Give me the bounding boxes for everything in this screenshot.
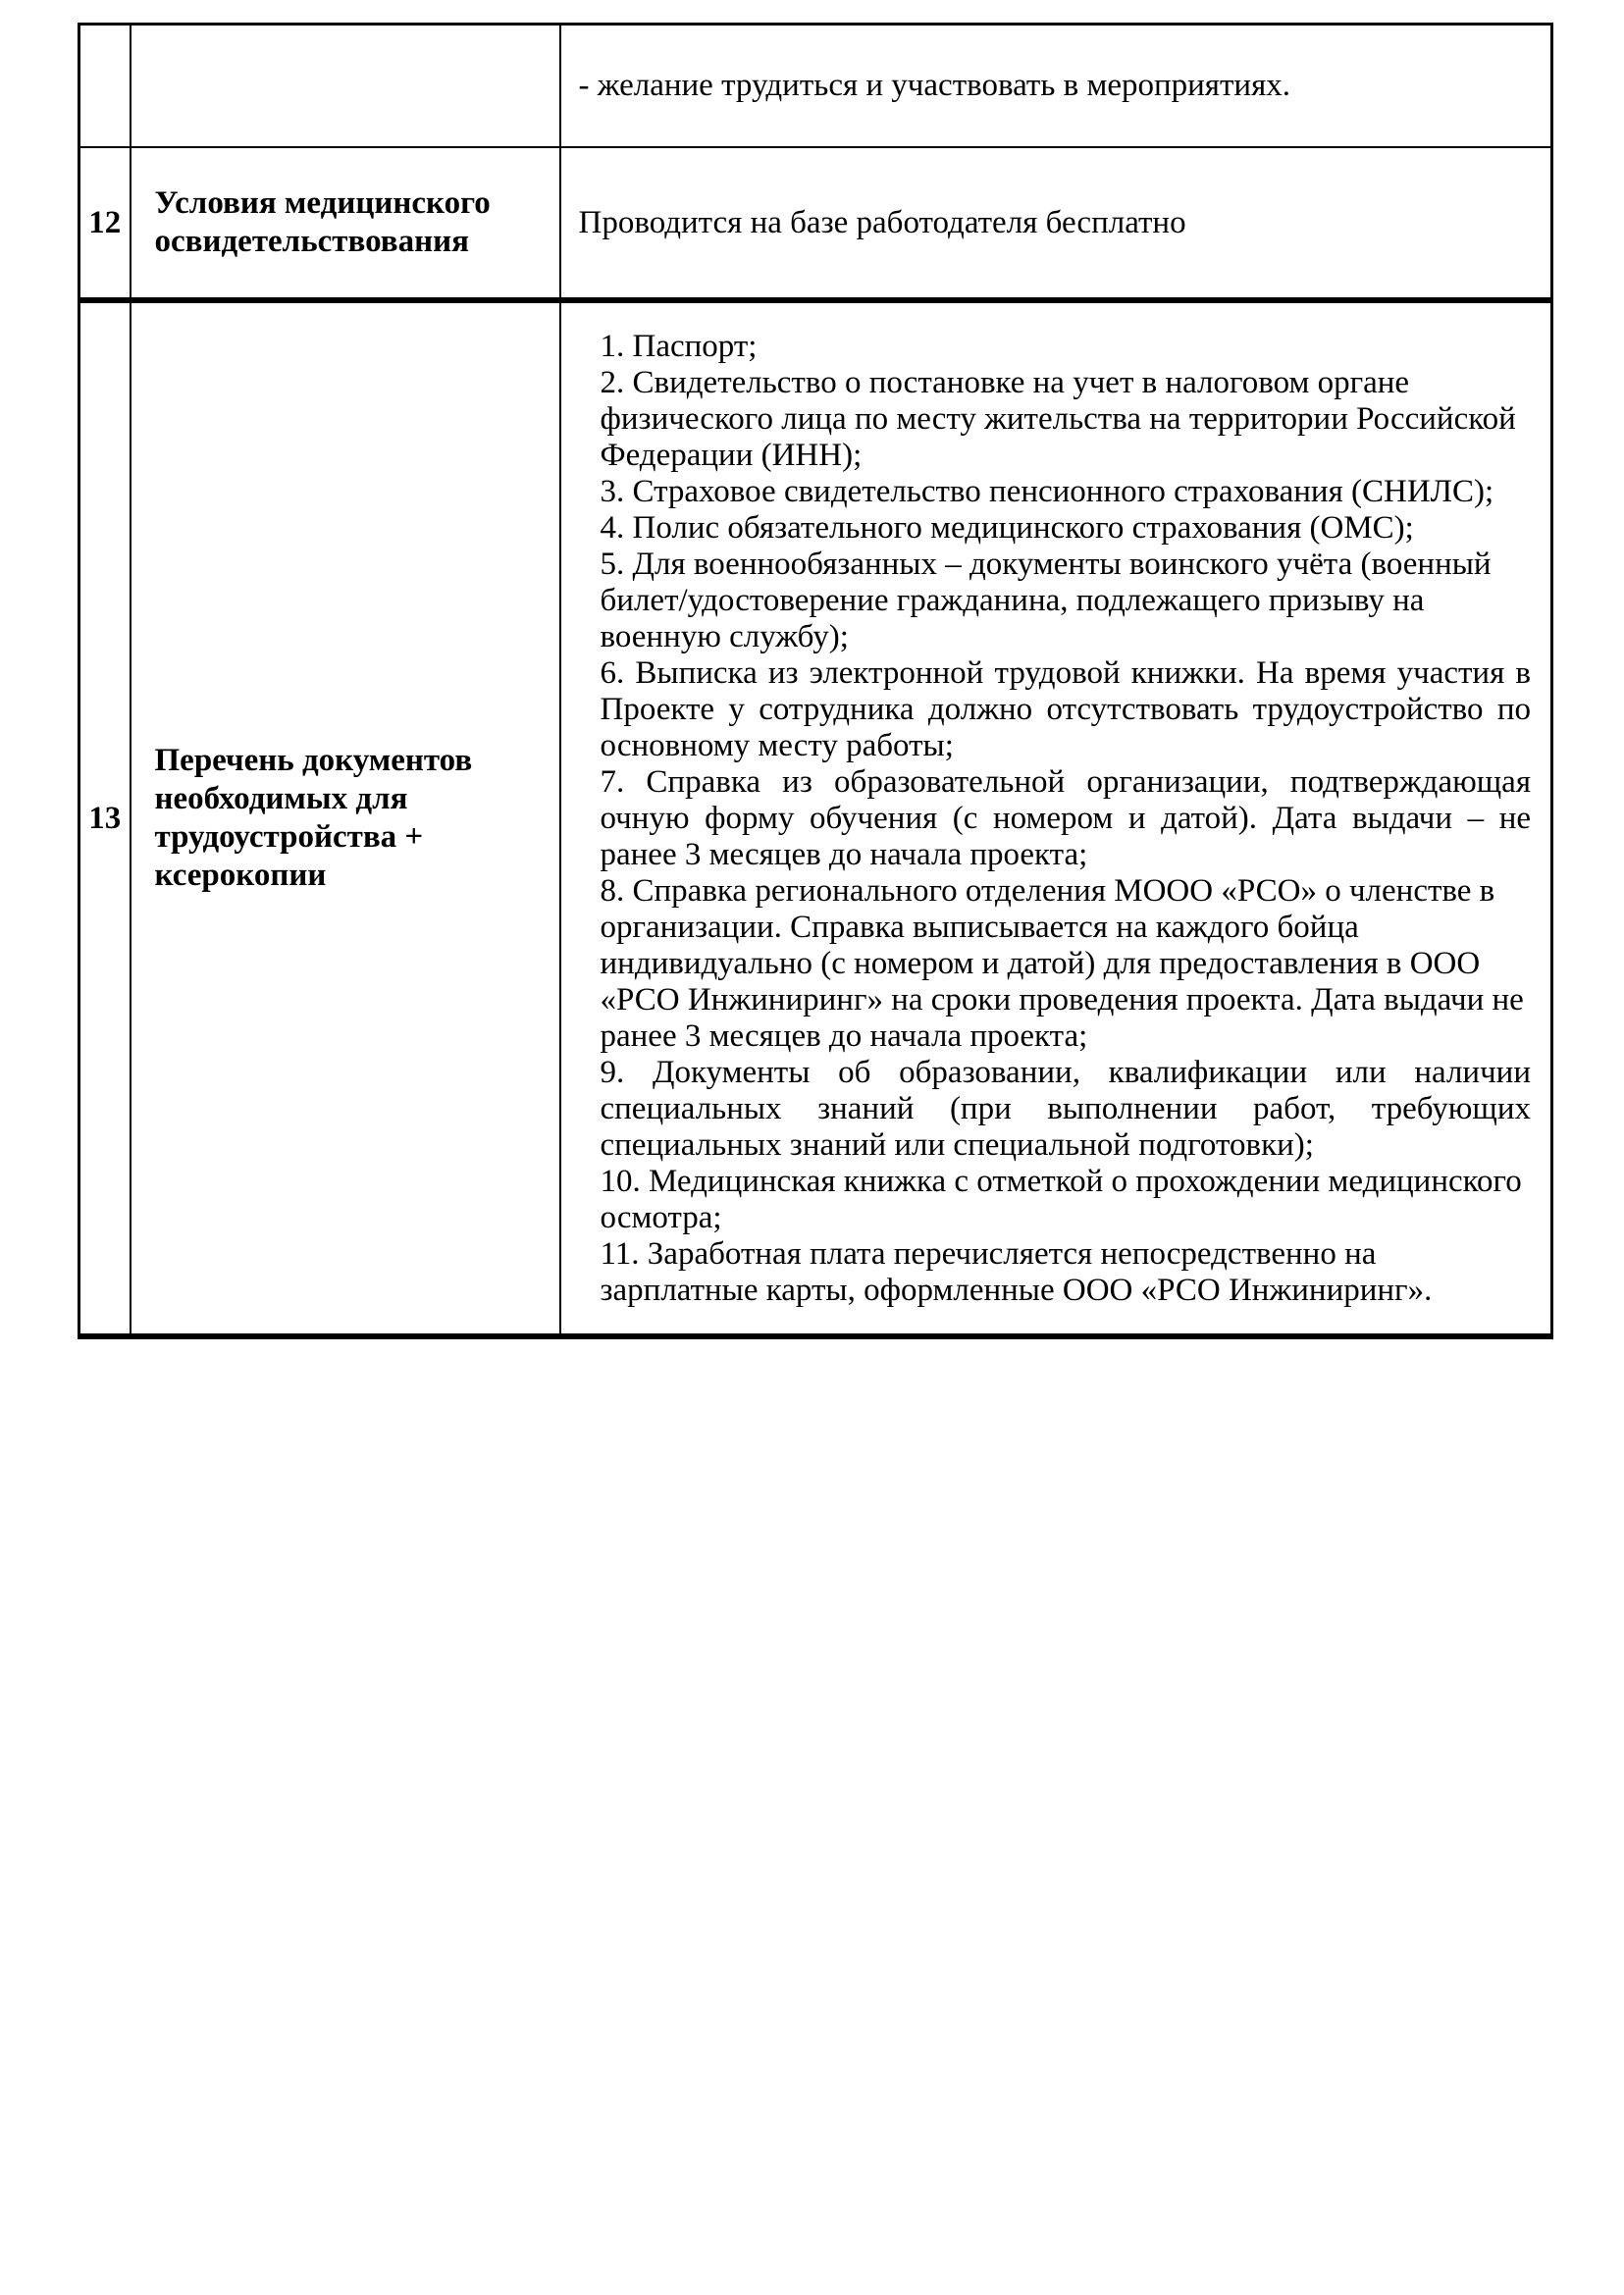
list-item: 9. Документы об образовании, квалификации или наличии специальных знаний (при выполнении работ, требующих специальных знаний или специальной подготовки); [600,1054,1531,1163]
row-number: 13 [79,300,131,1336]
list-item: 10. Медицинская книжка с отметкой о прохождении медицинского осмотра; [600,1163,1522,1235]
list-item: 8. Справка регионального отделения МООО «РСО» о членстве в организации. Справка выписывается на каждого бойца индивидуально (с номером и датой) для предоставления в ООО «РСО Инжиниринг» на сроки проведения проекта. Дата выдачи не ранее 3 месяцев до начала проекта; [600,872,1524,1054]
row-label: Перечень документов необходимых для трудоустройства + ксерокопии [131,300,560,1336]
table-row-12 [79,147,1552,300]
list-item: 11. Заработная плата перечисляется непосредственно на зарплатные карты, оформленные ООО «РСО Инжиниринг». [600,1235,1433,1308]
list-item: 7. Справка из образовательной организации, подтверждающая очную форму обучения (с номером и датой). Дата выдачи – не ранее 3 месяцев до начала проекта; [600,763,1531,872]
row-number: 12 [79,147,131,300]
list-item: 5. Для военнообязанных – документы воинского учёта (военный билет/удостоверение гражданина, подлежащего призыву на военную службу); [600,546,1492,654]
list-item: 3. Страховое свидетельство пенсионного страхования (СНИЛС); [600,473,1494,509]
table-row-13 [79,300,1552,1336]
list-item: 6. Выписка из электронной трудовой книжки. На время участия в Проекте у сотрудника должно отсутствовать трудоустройство по основному месту работы; [600,654,1531,763]
table-row-continuation [79,25,1552,148]
list-item: 1. Паспорт; [600,328,758,364]
row-content [560,300,1552,1336]
row12-text: Проводится на базе работодателя бесплатно [578,204,1186,240]
list-item: 4. Полис обязательного медицинского страхования (ОМС); [600,509,1414,546]
continuation-text: - желание трудиться и участвовать в мероприятиях. [578,68,1291,103]
list-item: 2. Свидетельство о постановке на учет в налоговом органе физического лица по месту жительства на территории Российской Федерации (ИНН); [600,364,1516,473]
row-content [560,147,1552,300]
row-label-empty [131,25,560,148]
row-number-empty [79,25,131,148]
row-label: Условия медицинского освидетельствования [131,147,560,300]
row-content [560,25,1552,148]
document-table [78,23,1553,1339]
